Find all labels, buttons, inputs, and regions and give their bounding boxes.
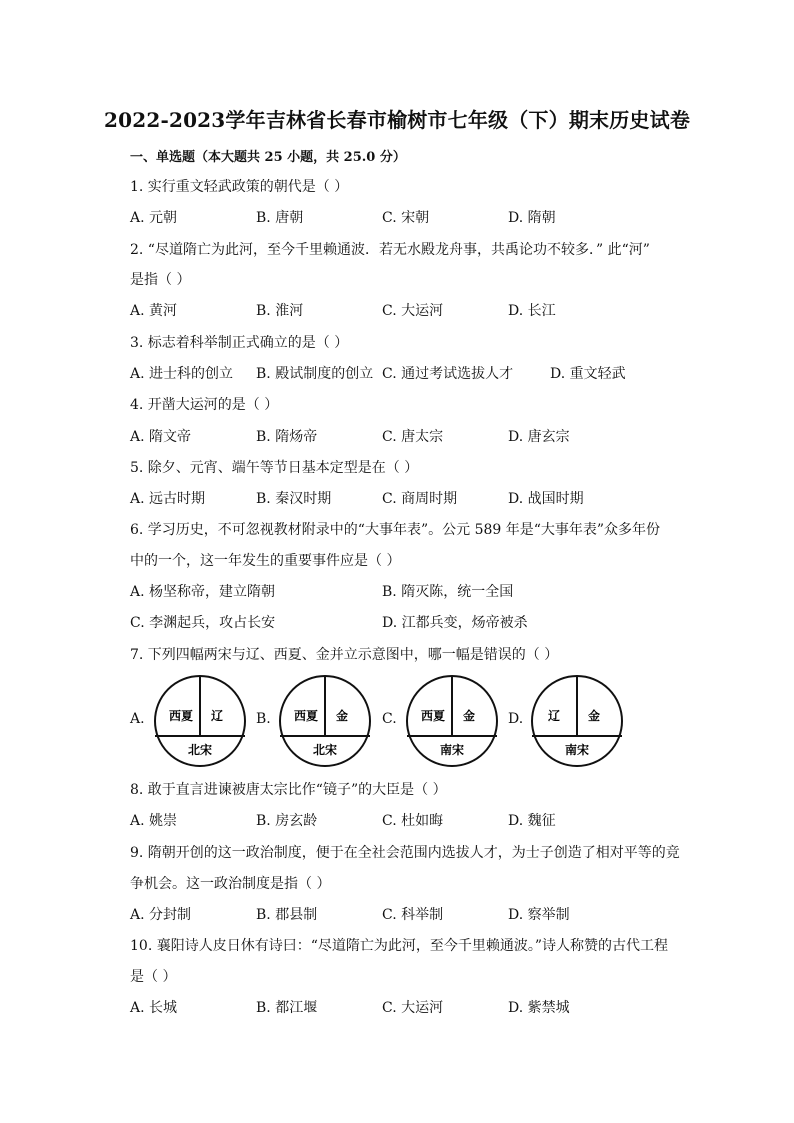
q7-option-a-letter[interactable]: A. [130,711,145,727]
q3-option-b[interactable]: B. 殿试制度的创立 [256,366,374,382]
question-10-text-cont: 是（ ） [130,969,177,985]
q9-option-a[interactable]: A. 分封制 [130,907,192,923]
q7-c-top-right-label: 金 [462,709,476,723]
q10-option-b[interactable]: B. 都江堰 [256,1000,318,1016]
section-heading: 一、单选题（本大题共 25 小题，共 25.0 分） [130,150,406,165]
q7-a-top-left-label: 西夏 [168,709,194,723]
q7-c-bottom-label: 南宋 [439,743,465,757]
page-title: 2022-2023学年吉林省长春市榆树市七年级（下）期末历史试卷 [103,108,691,132]
q2-option-a[interactable]: A. 黄河 [130,303,178,319]
q6-option-c[interactable]: C. 李渊起兵，攻占长安 [130,615,276,631]
q4-option-a[interactable]: A. 隋文帝 [130,429,192,445]
question-3-text: 3. 标志着科举制正式确立的是（ ） [130,335,349,351]
q9-option-b[interactable]: B. 郡县制 [256,907,318,923]
q7-b-bottom-label: 北宋 [312,743,338,757]
question-5-text: 5. 除夕、元宵、端午等节日基本定型是在（ ） [130,460,419,476]
q9-option-d[interactable]: D. 察举制 [508,907,570,923]
question-4-text: 4. 开凿大运河的是（ ） [130,397,279,413]
q5-option-a[interactable]: A. 远古时期 [130,491,206,507]
q4-option-b[interactable]: B. 隋炀帝 [256,429,318,445]
q7-option-b-letter[interactable]: B. [256,711,271,727]
q7-a-bottom-label: 北宋 [187,743,213,757]
q5-option-d[interactable]: D. 战国时期 [508,491,584,507]
question-9-text-cont: 争机会。这一政治制度是指（ ） [130,876,331,892]
q10-option-d[interactable]: D. 紫禁城 [508,1000,570,1016]
q4-option-c[interactable]: C. 唐太宗 [382,429,444,445]
q1-option-a[interactable]: A. 元朝 [130,210,178,226]
q1-option-d[interactable]: D. 隋朝 [508,210,556,226]
q7-d-top-left-label: 辽 [547,709,561,723]
q1-option-c[interactable]: C. 宋朝 [382,210,430,226]
q7-a-top-right-label: 辽 [210,709,224,723]
q8-option-b[interactable]: B. 房玄龄 [256,813,318,829]
q7-option-c-diagram[interactable] [405,674,499,772]
q2-option-c[interactable]: C. 大运河 [382,303,444,319]
q2-option-d[interactable]: D. 长江 [508,303,556,319]
q6-option-a[interactable]: A. 杨坚称帝，建立隋朝 [130,584,276,600]
question-1-text: 1. 实行重文轻武政策的朝代是（ ） [130,179,349,195]
q7-d-top-right-label: 金 [587,709,601,723]
question-10-text: 10. 襄阳诗人皮日休有诗曰：“尽道隋亡为此河，至今千里赖通波。”诗人称赞的古代工程 [130,938,669,954]
q7-option-c-letter[interactable]: C. [382,711,397,727]
q1-option-b[interactable]: B. 唐朝 [256,210,304,226]
q7-option-d-letter[interactable]: D. [508,711,524,727]
q2-option-b[interactable]: B. 淮河 [256,303,304,319]
q7-option-a-diagram[interactable] [153,674,247,772]
q10-option-c[interactable]: C. 大运河 [382,1000,444,1016]
q7-b-top-left-label: 西夏 [293,709,319,723]
q5-option-b[interactable]: B. 秦汉时期 [256,491,332,507]
q6-option-d[interactable]: D. 江都兵变，炀帝被杀 [382,615,528,631]
question-6-text-cont: 中的一个，这一年发生的重要事件应是（ ） [130,553,401,569]
q7-option-b-diagram[interactable] [278,674,372,772]
question-2-text: 2. “尽道隋亡为此河，至今千里赖通波．若无水殿龙舟事，共禹论功不较多．” 此“河” [130,242,650,258]
q10-option-a[interactable]: A. 长城 [130,1000,178,1016]
q3-option-a[interactable]: A. 进士科的创立 [130,366,234,382]
question-6-text: 6. 学习历史，不可忽视教材附录中的“大事年表”。公元 589 年是“大事年表”众多年份 [130,522,661,538]
q9-option-c[interactable]: C. 科举制 [382,907,444,923]
q8-option-d[interactable]: D. 魏征 [508,813,556,829]
q8-option-c[interactable]: C. 杜如晦 [382,813,444,829]
q7-d-bottom-label: 南宋 [564,743,590,757]
question-8-text: 8. 敢于直言进谏被唐太宗比作“镜子”的大臣是（ ） [130,782,447,798]
q8-option-a[interactable]: A. 姚崇 [130,813,178,829]
q7-c-top-left-label: 西夏 [420,709,446,723]
question-7-text: 7. 下列四幅两宋与辽、西夏、金并立示意图中，哪一幅是错误的（ ） [130,647,559,663]
q4-option-d[interactable]: D. 唐玄宗 [508,429,570,445]
q3-option-c[interactable]: C. 通过考试选拔人才 [382,366,514,382]
q5-option-c[interactable]: C. 商周时期 [382,491,458,507]
question-9-text: 9. 隋朝开创的这一政治制度，便于在全社会范围内选拔人才，为士子创造了相对平等的竞 [130,845,680,861]
q6-option-b[interactable]: B. 隋灭陈，统一全国 [382,584,514,600]
q7-b-top-right-label: 金 [335,709,349,723]
q7-option-d-diagram[interactable] [530,674,624,772]
q3-option-d[interactable]: D. 重文轻武 [550,366,626,382]
question-2-text-cont: 是指（ ） [130,272,191,288]
